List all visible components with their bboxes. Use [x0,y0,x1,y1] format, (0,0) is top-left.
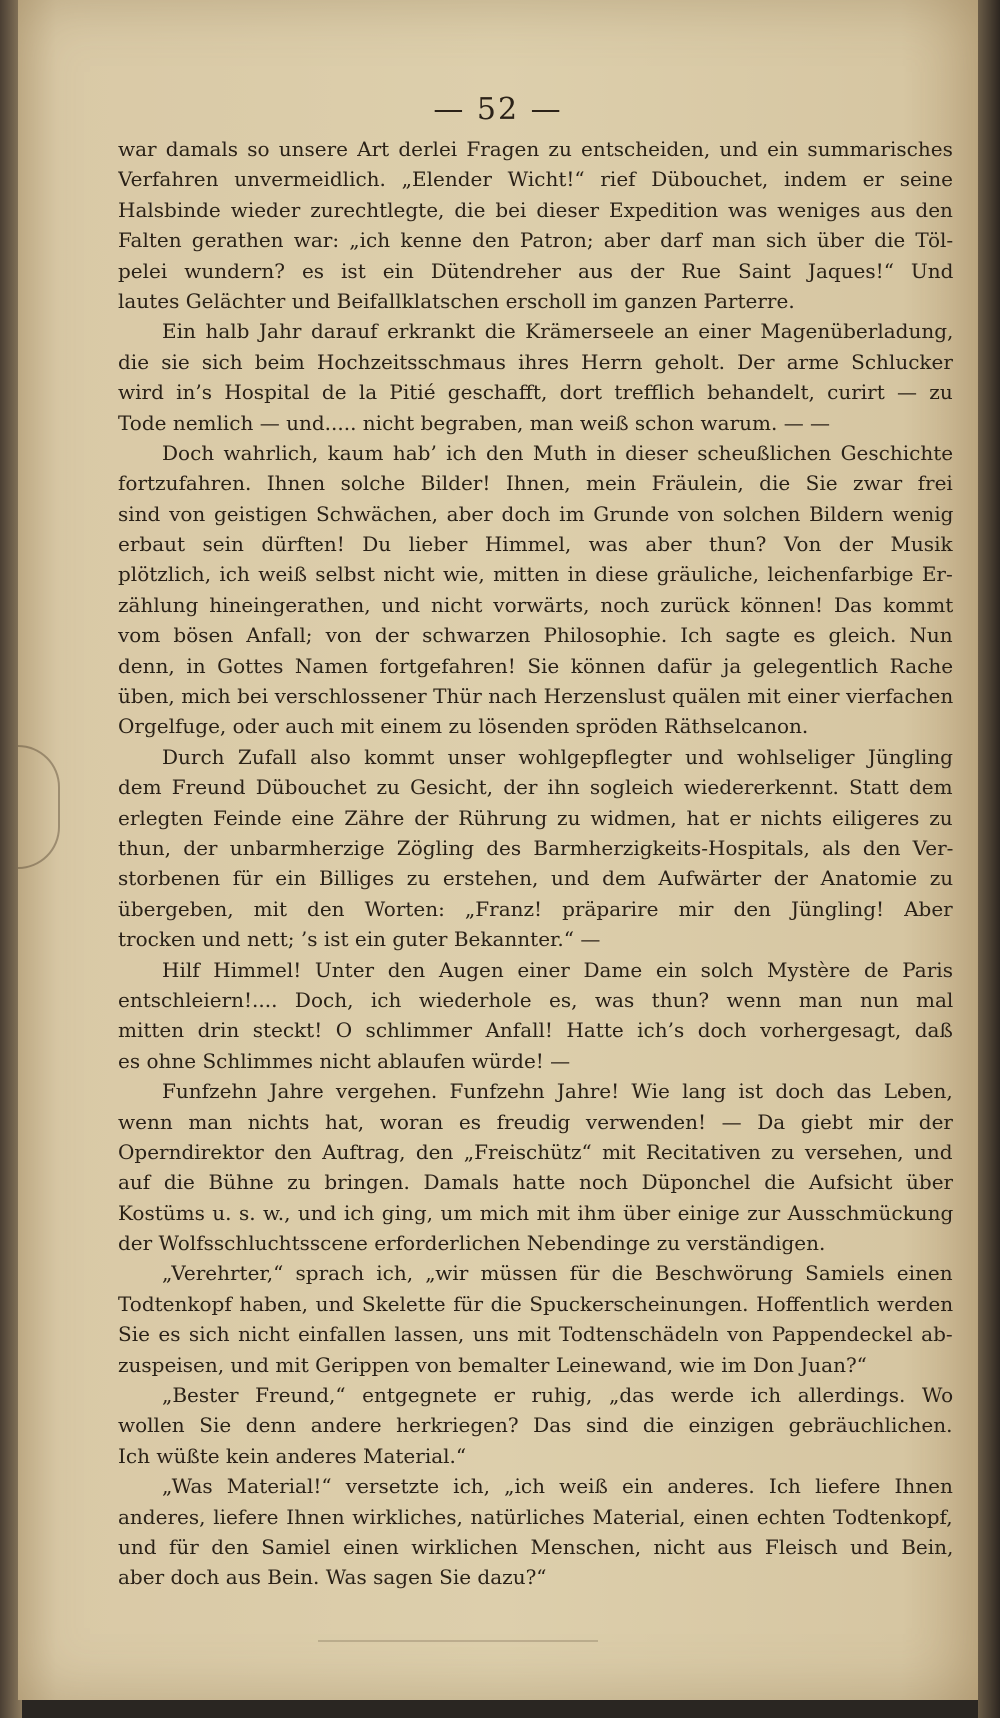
text-line: Durch Zufall also kommt unser wohlgepflegter und wohlseliger Jüngling [162,744,953,769]
text-line: thun, der unbarmherzige Zögling des Barmherzigkeits-Hospitals, als den Ver- [118,835,953,860]
text-line: plötzlich, ich weiß selbst nicht wie, mitten in diese gräuliche, leichenfarbige Er- [118,562,953,587]
text-line: Kostüms u. s. w., und ich ging, um mich mit ihm über einige zur Ausschmückung [118,1200,953,1225]
text-line: vom bösen Anfall; von der schwarzen Philosophie. Ich sagte es gleich. Nun [118,623,953,648]
text-line: pelei wundern? es ist ein Dütendreher aus der Rue Saint Jaques!“ Und [118,258,953,283]
text-line: Tode nemlich — und..... nicht begraben, man weiß schon warum. — — [118,410,831,435]
text-line: denn, in Gottes Namen fortgefahren! Sie können dafür ja gelegentlich Rache [118,653,953,678]
page-body-text [118,134,953,1593]
text-line: war damals so unsere Art derlei Fragen zu entscheiden, und ein summarisches [118,137,953,161]
text-line: „Was Material!“ versetzte ich, „ich weiß ein anderes. Ich liefere Ihnen [162,1474,953,1499]
text-line: Doch wahrlich, kaum hab’ ich den Muth in dieser scheußlichen Geschichte [162,440,953,465]
text-line: wird in’s Hospital de la Pitié geschafft, dort trefflich behandelt, curirt — zu [118,380,953,405]
text-line: sind von geistigen Schwächen, aber doch im Grunde von solchen Bildern wenig [118,501,953,526]
paper-stain-mark [18,745,60,869]
text-line: Orgelfuge, oder auch mit einem zu lösenden spröden Räthselcanon. [118,714,809,739]
text-line: wollen Sie denn andere herkriegen? Das sind die einzigen gebräuchlichen. [118,1413,953,1438]
text-line: es ohne Schlimmes nicht ablaufen würde! — [118,1048,571,1073]
text-line: trocken und nett; ’s ist ein guter Bekannter.“ — [118,927,601,952]
text-line: Halsbinde wieder zurechtlegte, die bei dieser Expedition was weniges aus den [118,197,953,222]
text-line: dem Freund Dübouchet zu Gesicht, der ihn sogleich wiedererkennt. Statt dem [118,775,953,800]
text-line: Todtenkopf haben, und Skelette für die Spuckerscheinungen. Hoffentlich werden [118,1291,953,1316]
text-line: storbenen für ein Billiges zu erstehen, und dem Aufwärter der Anatomie zu [118,866,953,891]
text-line: auf die Bühne zu bringen. Damals hatte noch Düponchel die Aufsicht über [118,1170,953,1195]
text-line: üben, mich bei verschlossener Thür nach Herzenslust quälen mit einer vierfachen [118,684,953,709]
text-line: Ich wüßte kein anderes Material.“ [118,1443,467,1468]
text-line: zuspeisen, und mit Gerippen von bemalter Leinewand, wie im Don Juan?“ [118,1352,867,1377]
text-line: anderes, liefere Ihnen wirkliches, natürliches Material, einen echten Todtenkopf, [118,1504,953,1529]
text-line: Operndirektor den Auftrag, den „Freischütz“ mit Recitativen zu versehen, und [118,1139,953,1164]
text-line: Hilf Himmel! Unter den Augen einer Dame ein solch Mystère de Paris [162,957,953,982]
text-line: aber doch aus Bein. Was sagen Sie dazu?“ [118,1565,547,1590]
text-line: „Verehrter,“ sprach ich, „wir müssen für die Beschwörung Samiels einen [162,1261,953,1286]
text-line: übergeben, mit den Worten: „Franz! präparire mir den Jüngling! Aber [118,896,953,921]
text-line: Verfahren unvermeidlich. „Elender Wicht!“ rief Dübouchet, indem er seine [118,167,953,192]
text-line: zählung hineingerathen, und nicht vorwärts, noch zurück können! Das kommt [118,592,953,617]
text-line: mitten drin steckt! O schlimmer Anfall! Hatte ich’s doch vorhergesagt, daß [118,1018,953,1043]
text-line: lautes Gelächter und Beifallklatschen erscholl im ganzen Parterre. [118,288,795,313]
text-line: Funfzehn Jahre vergehen. Funfzehn Jahre! Wie lang ist doch das Leben, [162,1079,953,1104]
text-line: und für den Samiel einen wirklichen Menschen, nicht aus Fleisch und Bein, [118,1534,953,1559]
book-page [18,0,978,1700]
text-line: erlegten Feinde eine Zähre der Rührung zu widmen, hat er nichts eiligeres zu [118,805,953,830]
page-bottom-shade [318,1640,598,1642]
text-line: Sie es sich nicht einfallen lassen, uns mit Todtenschädeln von Pappendeckel ab- [118,1322,953,1347]
text-line: der Wolfsschluchtsscene erforderlichen Nebendinge zu verständigen. [118,1231,826,1256]
text-line: wenn man nichts hat, woran es freudig verwenden! — Da giebt mir der [118,1109,953,1134]
text-line: Ein halb Jahr darauf erkrankt die Krämerseele an einer Magenüberladung, [162,319,953,344]
text-line: die sie sich beim Hochzeitsschmaus ihres Herrn geholt. Der arme Schlucker [118,349,953,374]
text-line: erbaut sein dürften! Du lieber Himmel, was aber thun? Von der Musik [118,532,953,557]
page-number: — 52 — [433,92,563,127]
text-line: Falten gerathen war: „ich kenne den Patron; aber darf man sich über die Töl- [118,228,953,253]
text-line: fortzufahren. Ihnen solche Bilder! Ihnen, mein Fräulein, die Sie zwar frei [118,471,953,496]
text-line: „Bester Freund,“ entgegnete er ruhig, „das werde ich allerdings. Wo [162,1383,953,1408]
text-line: entschleiern!.... Doch, ich wiederhole es, was thun? wenn man nun mal [118,987,953,1012]
book-edge [978,0,1000,1718]
